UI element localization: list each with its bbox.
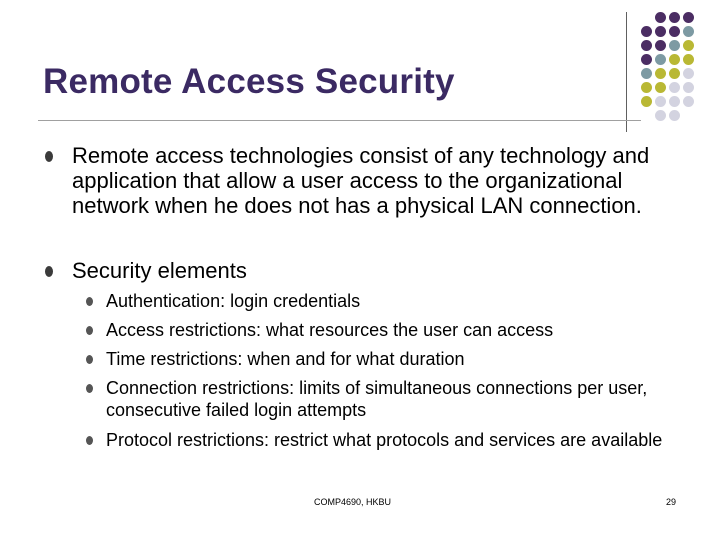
sub-bullet-authentication: Authentication: login credentials [106,291,361,311]
decorative-dot [641,82,652,93]
decorative-dot [669,12,680,23]
bullet-remote-access: Remote access technologies consist of any technology and application that allow a user access to the organizational network when he does not has a physical LAN connection. [72,143,650,218]
decorative-dot [669,82,680,93]
sub-bullet-protocol-restrictions: Protocol restrictions: restrict what protocols and services are available [106,430,663,450]
decorative-dot [669,54,680,65]
decorative-dot [683,82,694,93]
decorative-dot [655,68,666,79]
sub-bullet-connection-restrictions: Connection restrictions: limits of simultaneous connections per user, consecutive failed login attempts [106,378,648,420]
decorative-dot [683,26,694,37]
sub-bullet-icon [86,355,93,364]
slide-title: Remote Access Security [43,62,455,101]
decorative-dot [655,54,666,65]
bullet-icon [45,151,53,162]
decorative-dot [655,110,666,121]
decorative-dot [669,110,680,121]
decorative-dot [655,26,666,37]
footer-page-number: 29 [666,497,677,507]
sub-bullet-icon [86,326,93,335]
decorative-dot [641,40,652,51]
decorative-dot [655,12,666,23]
decorative-dot [669,26,680,37]
decorative-dot [669,68,680,79]
decorative-dot [641,68,652,79]
bullet-icon [45,266,53,277]
sub-bullet-time-restrictions: Time restrictions: when and for what duration [106,349,465,369]
decorative-dot [641,26,652,37]
sub-bullet-icon [86,384,93,393]
decorative-dot [669,96,680,107]
decorative-dot [641,54,652,65]
decorative-dot [655,82,666,93]
decorative-dot-grid [641,12,711,122]
decorative-dot [655,40,666,51]
decorative-dot [683,54,694,65]
decorative-dot [669,40,680,51]
sub-bullet-access-restrictions: Access restrictions: what resources the user can access [106,320,554,340]
decorative-dot [683,96,694,107]
decorative-dot [683,40,694,51]
decorative-dot [655,96,666,107]
decorative-dot [641,96,652,107]
decorative-dot [683,68,694,79]
sub-bullet-icon [86,297,93,306]
bullet-security-elements: Security elements [72,258,247,283]
title-underline [38,120,641,121]
vertical-divider [626,12,627,132]
decorative-dot [683,12,694,23]
sub-bullet-icon [86,436,93,445]
footer-course: COMP4690, HKBU [314,497,392,507]
